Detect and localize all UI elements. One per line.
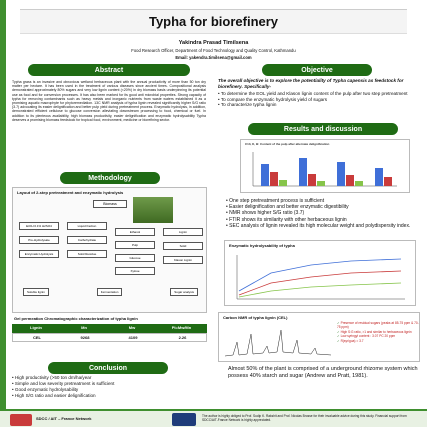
objective-item: • To determine the EOL yield and Klason lignin content of the pulp after two step pretreatment: [218, 91, 418, 97]
flow-node: Sugar analysis: [170, 288, 198, 296]
objective-list: [218, 91, 418, 108]
gpc-table-row: [12, 333, 207, 342]
footer-right-text: The author is highly obliged to Prof. Sudip K. Rakshit and Prof. Nicolas Brosse for their invaluable advice during this study. Financial support from SDCC/AIT-France Network is highly appreciated.: [202, 414, 407, 422]
footer: [0, 409, 427, 427]
conclusion-item: • High productivity (>50 ton dm/ha/year: [12, 375, 212, 381]
gpc-cell: 4109: [128, 335, 138, 340]
flow-node: Enzymatic Hydrolysis: [19, 250, 59, 258]
hydrolysis-series-line: [239, 271, 401, 295]
nmr-note: ✓ Low syringyl content : 3.07 PC 20 ppm: [337, 334, 419, 338]
flow-col-2: [67, 222, 107, 258]
author-affiliation: Food Research Officer, Department of Food Technology and Quality Control, Kathmandu: [131, 48, 296, 53]
flow-node: Soluble lignin: [23, 288, 49, 296]
chart-bar: [337, 162, 345, 186]
chart-bar: [270, 172, 278, 186]
results-list: [226, 198, 421, 229]
results-chart-caption: C13, K, B: Content of the pulp after alternate delignification: [245, 142, 330, 146]
chart-bar: [308, 174, 316, 186]
nmr-note: ✓ Presence of residual sugars (peaks at 85-75 ppm & 70-75 ppm): [337, 321, 419, 330]
hydrolysis-chart-box: [224, 240, 416, 306]
poster-title: Typha for biorefinery: [20, 10, 407, 34]
abstract-heading: Abstract: [28, 64, 190, 76]
nmr-note: ✓ High S:G ratio, >1 and similar to herbaceous lignin: [337, 330, 419, 334]
flow-node: Fermentation: [97, 288, 123, 296]
methodology-layout-box: [12, 187, 207, 313]
gpc-header-cell: Mn: [81, 325, 87, 330]
biomass-photo: [133, 197, 173, 223]
author-email: Email: yakendra.timilsena@gmail.com: [175, 55, 252, 60]
chart-bar: [279, 180, 287, 186]
conclusion-item: • Good enzymatic hydrolysability: [12, 387, 212, 393]
gpc-header-cell: Mw: [128, 325, 136, 330]
footer-logo-left: [10, 414, 32, 426]
flow-biomass-label: Biomass: [103, 202, 117, 206]
nmr-box: [218, 312, 420, 362]
chart-bar: [317, 181, 325, 186]
results-item: • One step pretreatment process is sufficient: [226, 198, 421, 204]
author-name: Yakindra Prasad Timilsena: [178, 40, 249, 46]
results-item: • SEC analysis of lignin revealed its high molecular weight and polydispersity index.: [226, 223, 421, 229]
side-note: Almost 50% of the plant is comprised of a underground rhizome system which possess 40% starch and sugar (Andrew and Pratt, 1981).: [228, 366, 418, 380]
gpc-cell: 2.26: [178, 335, 187, 340]
gpc-cell: 9268: [80, 335, 90, 340]
chart-bar: [384, 177, 392, 186]
flow-node: EtOH 0.1% H2SO4: [19, 222, 59, 230]
flow-col-3: [115, 228, 155, 275]
conclusion-heading: Conclusion: [48, 362, 168, 374]
flow-node: Liquid fraction: [67, 222, 107, 230]
objective-heading: Objective: [262, 64, 372, 76]
flow-node: Solid: [163, 242, 203, 250]
results-chart-box: [240, 139, 410, 193]
results-bar-chart: [247, 150, 405, 190]
results-item: • Easier delignification and better enzymatic digestibility: [226, 204, 421, 210]
flow-node: Klason Lignin: [163, 256, 203, 264]
hydrolysis-title: Enzymatic hydrolysability of typha: [229, 243, 295, 248]
layout-title: Layout of 2-step pretreatment and enzymatic hydrolysis: [17, 190, 124, 195]
results-item: • FTIR shows its similarity with other herbaceous lignin: [226, 217, 421, 223]
flow-col-4: [163, 228, 203, 264]
nmr-title: Carbon NMR of typha lignin (CEL): [223, 315, 288, 320]
chart-bar: [261, 164, 269, 186]
results-heading: Results and discussion: [248, 123, 398, 135]
flow-bottom-row: [23, 288, 198, 296]
left-stripe: [0, 0, 6, 409]
hydrolysis-line-chart: [231, 251, 411, 303]
flow-node: Pre-Hydrolysate: [19, 236, 59, 244]
flow-node: Ethanol: [115, 228, 155, 236]
conclusion-item: • Simple and low severity pretreatment is sufficient: [12, 381, 212, 387]
objective-intro: The overall objective is to explore the potentiality of Typha capensis as feedstock for biorefinery. Specifically-: [218, 78, 404, 89]
gpc-header-cell: Lignin: [30, 325, 42, 330]
results-item: • NMR shows higher S/G ratio (3.7): [226, 210, 421, 216]
chart-bar: [375, 168, 383, 186]
chart-bar: [299, 158, 307, 186]
flow-node: Glucose: [115, 254, 155, 262]
flow-node: Xylose: [115, 267, 155, 275]
gpc-title: Gel permeation Chromatographic characterization of typha lignin: [14, 316, 138, 321]
footer-logo-right: [172, 413, 196, 426]
flow-node: Solid Residue: [67, 250, 107, 258]
gpc-cell: CEL: [33, 335, 41, 340]
chart-bar: [346, 175, 354, 186]
flow-node: Carbohydrate: [67, 236, 107, 244]
flow-col-1: [19, 222, 59, 258]
footer-left-text: SDCC / AIT – France Network: [36, 416, 92, 421]
conclusion-item: • High S/G ratio and easier delignification: [12, 393, 212, 399]
gpc-table-header: [12, 324, 207, 333]
objective-item: • To compare the enzymatic hydrolysis yield of sugars: [218, 97, 418, 103]
chart-bar: [355, 181, 363, 186]
nmr-notes: [337, 321, 419, 343]
nmr-spectrum: [223, 322, 333, 360]
flow-node: Lignin: [163, 228, 203, 236]
hydrolysis-series-line: [239, 283, 401, 297]
methodology-heading: Methodology: [60, 172, 160, 184]
flow-biomass: [93, 200, 127, 208]
nmr-trace: [225, 330, 331, 356]
objective-item: • To characterize typha lignin: [218, 102, 418, 108]
conclusion-list: [12, 375, 212, 399]
flow-node: Pulp: [115, 241, 155, 249]
gpc-header-cell: PI=Mw/Mn: [171, 325, 192, 330]
abstract-text: Typha grass is an invasive and obnoxious wetland herbaceous plant with the annual productivity of more than 50 ton dry matter per hectare. It has been used in the treatment of various diseases since ancient times. Compositional analysis demonstrated approximately 80% sugars and very low lignin content (<20%) in dry biomass basis underpinning its potential use as food and for conversion processes. It has also been marked for its good anti microbial properties. Strong capacity of typha for removing contaminants such as heavy metals and inorganic nutrients from waste waters established it as a promising aquatic macrophyte for phytoremediation. 13C NMR analysis of typha lignin revealed significantly higher S/G ratio (3.7) advocating its easier delignification and better pulp yield during pretreatment process. Enzymatic hydrolysis, in addition, demonstrated efficient cellulose to glucose conversion alleviating downstream processing to food, chemical or fuel. In addition to its plenteous availability, high biomass productivity, easier delignification and enzymatic hydrolysability Typha deserves a promising biomass feedstock for tropical food, environment, medicine or biorefining sector.: [12, 80, 206, 122]
nmr-note: ✓ R(syr/gua) = 3.7: [337, 339, 419, 343]
